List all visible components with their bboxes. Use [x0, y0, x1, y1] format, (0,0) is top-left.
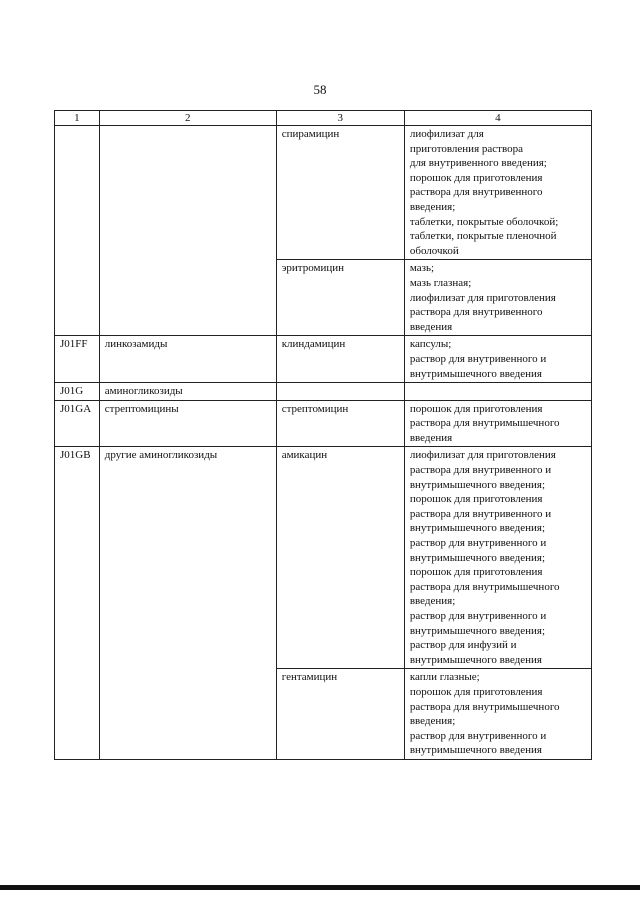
drug-name-cell: амикацин	[276, 447, 404, 669]
dosage-form-line: таблетки, покрытые оболочкой;	[409, 215, 559, 228]
group-name-cell: стрептомицины	[99, 400, 276, 447]
dosage-forms-cell	[404, 447, 591, 669]
dosage-forms-cell	[404, 126, 591, 260]
atc-code-cell: J01G	[55, 383, 100, 401]
dosage-form-line: введения	[409, 431, 453, 444]
dosage-form-line: порошок для приготовления	[409, 566, 543, 579]
dosage-form-line: для внутривенного введения;	[409, 157, 547, 170]
dosage-form-line: раствора для внутривенного и	[409, 507, 552, 520]
dosage-form-line: внутримышечного введения;	[409, 551, 546, 564]
table-row	[55, 447, 592, 669]
dosage-form-line: введения;	[409, 715, 456, 728]
dosage-form-line: внутримышечного введения;	[409, 522, 546, 535]
dosage-form-line: раствор для внутривенного и	[409, 537, 547, 550]
dosage-form-line: порошок для приготовления	[409, 171, 543, 184]
dosage-form-line: капсулы;	[409, 338, 452, 351]
atc-code-cell: J01FF	[55, 336, 100, 383]
header-col-1: 1	[55, 111, 100, 126]
dosage-form-line: введения;	[409, 200, 456, 213]
dosage-form-line: лиофилизат для	[409, 128, 484, 140]
dosage-form-line: внутримышечного введения;	[409, 478, 546, 491]
dosage-form-line: раствор для внутривенного и	[409, 352, 547, 365]
dosage-form-line: внутримышечного введения	[409, 744, 542, 757]
dosage-form-line: раствора для внутримышечного	[409, 417, 560, 430]
drug-name-cell: гентамицин	[276, 669, 404, 760]
page-number: 58	[313, 82, 327, 97]
dosage-form-line: таблетки, покрытые пленочной	[409, 230, 557, 243]
dosage-form-line: порошок для приготовления	[409, 685, 543, 698]
dosage-forms-cell	[404, 400, 591, 447]
dosage-form-line: раствора для внутривенного и	[409, 464, 552, 477]
dosage-form-line: раствора для внутривенного	[409, 306, 543, 319]
atc-code-cell: J01GB	[55, 447, 100, 759]
dosage-form-line: оболочкой	[409, 244, 459, 257]
table-body	[55, 126, 592, 760]
dosage-form-line: порошок для приготовления	[409, 493, 543, 506]
dosage-form-line: внутримышечного введения	[409, 367, 542, 380]
dosage-form-line: раствор для инфузий и	[409, 639, 517, 652]
dosage-forms-cell	[404, 383, 591, 401]
header-col-2: 2	[99, 111, 276, 126]
drug-name-cell: эритромицин	[276, 260, 404, 336]
dosage-form-line: капли глазные;	[409, 671, 480, 684]
dosage-form-line: раствор для внутривенного и	[409, 729, 547, 742]
dosage-form-line: введения;	[409, 595, 456, 608]
dosage-forms-cell	[404, 260, 591, 336]
table-row	[55, 126, 592, 260]
dosage-form-line: лиофилизат для приготовления	[409, 291, 556, 304]
drug-name-cell	[276, 383, 404, 401]
dosage-form-line: раствора для внутримышечного	[409, 580, 560, 593]
dosage-form-line: раствора для внутривенного	[409, 186, 543, 199]
atc-code-cell: J01GA	[55, 400, 100, 447]
drug-name-cell: клиндамицин	[276, 336, 404, 383]
dosage-form-line: лиофилизат для приготовления	[409, 449, 556, 462]
group-name-cell: линкозамиды	[99, 336, 276, 383]
dosage-form-line: раствор для внутривенного и	[409, 610, 547, 622]
header-col-3: 3	[276, 111, 404, 126]
dosage-form-line: мазь глазная;	[409, 276, 472, 289]
dosage-form-line: порошок для приготовления	[409, 402, 543, 415]
dosage-forms-cell	[404, 336, 591, 383]
table-row	[55, 400, 592, 447]
dosage-form-line: мазь;	[409, 262, 435, 275]
group-name-cell: аминогликозиды	[99, 383, 276, 401]
group-name-cell	[99, 126, 276, 336]
dosage-form-line: введения	[409, 320, 453, 333]
drug-name-cell: спирамицин	[276, 126, 404, 260]
dosage-form-line: раствора для внутримышечного	[409, 700, 560, 713]
dosage-form-line: внутримышечного введения;	[409, 624, 546, 637]
drug-classification-table	[54, 110, 592, 760]
header-row	[55, 111, 592, 126]
dosage-form-line: внутримышечного введения	[409, 653, 542, 666]
dosage-forms-cell	[404, 669, 591, 760]
table-row	[55, 383, 592, 401]
dosage-form-line: приготовления раствора	[409, 142, 523, 155]
atc-code-cell	[55, 126, 100, 336]
header-col-4: 4	[404, 111, 591, 126]
table-row	[55, 336, 592, 383]
bottom-rule	[0, 885, 640, 890]
drug-name-cell: стрептомицин	[276, 400, 404, 447]
group-name-cell: другие аминогликозиды	[99, 447, 276, 759]
